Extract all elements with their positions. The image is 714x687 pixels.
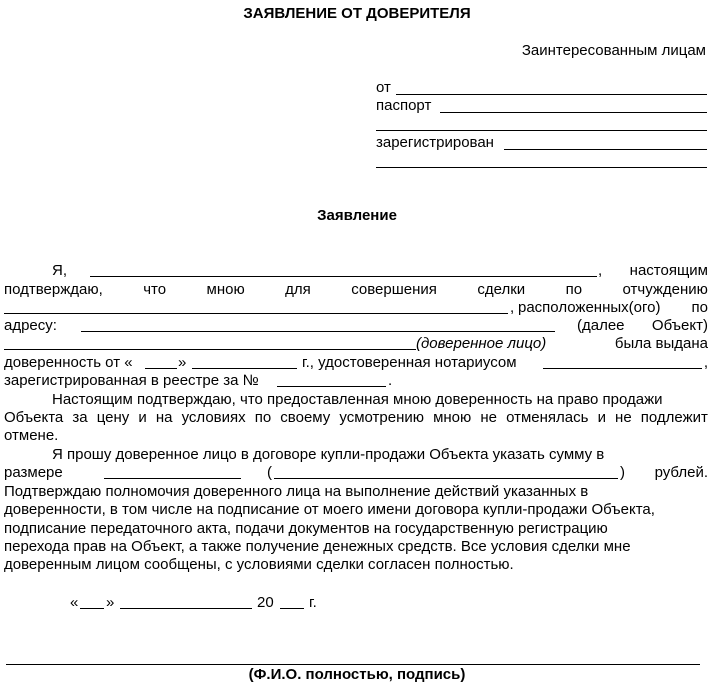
address-label: адресу: bbox=[4, 317, 57, 334]
date-day-line bbox=[80, 608, 104, 609]
notary-field-line bbox=[543, 368, 702, 369]
addressee: Заинтересованным лицам bbox=[521, 42, 706, 59]
word: что bbox=[143, 281, 167, 298]
p1-period: . bbox=[388, 372, 393, 389]
p1-comma: , bbox=[598, 262, 603, 279]
word: не bbox=[615, 409, 632, 426]
word: за bbox=[72, 409, 88, 426]
paren-close: ) bbox=[620, 464, 625, 481]
poa-day-line bbox=[145, 368, 177, 369]
document-title: ЗАЯВЛЕНИЕ ОТ ДОВЕРИТЕЛЯ bbox=[243, 5, 471, 22]
word: на bbox=[155, 409, 173, 426]
p1-was-issued: была выдана bbox=[614, 335, 708, 352]
registered-field-line bbox=[504, 149, 707, 150]
p2-line-2 bbox=[4, 409, 708, 427]
p3-line-6: перехода прав на Объект, а также получение денежных средств. Все условия сделки мне bbox=[4, 538, 631, 555]
p3-line-2 bbox=[4, 464, 708, 482]
paren-open: ( bbox=[267, 464, 272, 481]
name-field-line bbox=[90, 276, 597, 277]
p2-line-1: Настоящим подтверждаю, что предоставленная мною доверенность на право продажи bbox=[52, 391, 663, 408]
passport-label: паспорт bbox=[376, 97, 432, 114]
poa-month-line bbox=[192, 368, 297, 369]
p1-line-2 bbox=[4, 281, 708, 299]
word: и bbox=[138, 409, 147, 426]
word: подлежит bbox=[640, 409, 708, 426]
word: отчуждению bbox=[622, 281, 708, 298]
registry-number-line bbox=[277, 386, 386, 387]
word: отменялась bbox=[506, 409, 589, 426]
word: сделки bbox=[477, 281, 526, 298]
word: своему bbox=[280, 409, 331, 426]
word: усмотрению bbox=[339, 409, 424, 426]
p1-line-4 bbox=[4, 317, 708, 335]
word: и bbox=[597, 409, 606, 426]
object-field-line bbox=[4, 313, 508, 314]
rubles-label: рублей. bbox=[654, 464, 708, 481]
word: для bbox=[285, 281, 311, 298]
p1-comma-3: , bbox=[703, 354, 708, 371]
statement-heading: Заявление bbox=[317, 207, 397, 224]
date-year-suffix: г. bbox=[309, 594, 317, 611]
p1-line-6 bbox=[4, 354, 708, 372]
word: Объекта bbox=[4, 409, 64, 426]
word: условиях bbox=[181, 409, 246, 426]
word: по bbox=[254, 409, 272, 426]
date-quote-close: » bbox=[106, 594, 115, 611]
date-year-line bbox=[280, 608, 304, 609]
registered-label: зарегистрирован bbox=[376, 134, 494, 151]
word: совершения bbox=[351, 281, 437, 298]
p1-line-3 bbox=[4, 299, 708, 317]
p3-line-3: Подтверждаю полномочия доверенного лица на выполнение действий указанных в bbox=[4, 483, 589, 500]
passport-field-line bbox=[440, 112, 707, 113]
signature-caption: (Ф.И.О. полностью, подпись) bbox=[248, 666, 466, 683]
word: подтверждаю, bbox=[4, 281, 103, 298]
amount-label: размере bbox=[4, 464, 63, 481]
date-year-prefix: 20 bbox=[257, 594, 274, 611]
p1-at: по bbox=[691, 299, 708, 316]
amount-digits-line bbox=[104, 478, 241, 479]
p1-line-7 bbox=[4, 372, 708, 390]
registry-label: зарегистрированная в реестре за № bbox=[4, 372, 259, 389]
word: цену bbox=[96, 409, 130, 426]
word: мною bbox=[206, 281, 245, 298]
p3-line-5: подписание передаточного акта, подачи документов на государственную регистрацию bbox=[4, 520, 608, 537]
passport-extra-line bbox=[376, 130, 707, 131]
p2-line-3: отмене. bbox=[4, 427, 59, 444]
date-line bbox=[0, 594, 714, 612]
poa-from: доверенность от « bbox=[4, 354, 133, 371]
p1-i-word: Я, bbox=[52, 262, 67, 279]
p1-comma-2: , bbox=[510, 299, 515, 316]
p1-located: расположенных(ого) bbox=[518, 299, 661, 316]
word: мною bbox=[433, 409, 472, 426]
trustee-field-line bbox=[4, 349, 416, 350]
p1-hereby: настоящим bbox=[629, 262, 708, 279]
signature-line bbox=[6, 664, 700, 665]
word: не bbox=[480, 409, 498, 426]
registered-extra-line bbox=[376, 167, 707, 168]
p3-line-7: доверенным лицом сообщены, с условиями сделки согласен полностью. bbox=[4, 556, 514, 573]
p3-line-1: Я прошу доверенное лицо в договоре купли-продажи Объекта указать сумму в bbox=[52, 446, 605, 463]
from-field-line bbox=[396, 94, 707, 95]
poa-notarized: г., удостоверенная нотариусом bbox=[302, 354, 517, 371]
p1-object: Объект) bbox=[651, 317, 708, 334]
trustee-caption: (доверенное лицо) bbox=[416, 335, 547, 352]
date-quote-open: « bbox=[70, 594, 79, 611]
p1-hereinafter: (далее bbox=[577, 317, 625, 334]
p3-line-4: доверенности, в том числе на подписание от моего имени договора купли-продажи Объекта, bbox=[4, 501, 655, 518]
address-field-line bbox=[81, 331, 555, 332]
poa-quote-close: » bbox=[178, 354, 187, 371]
amount-words-line bbox=[274, 478, 618, 479]
from-label: от bbox=[376, 79, 391, 96]
word: по bbox=[565, 281, 583, 298]
p1-line-1 bbox=[4, 262, 708, 280]
date-month-line bbox=[120, 608, 252, 609]
p1-line-5 bbox=[4, 335, 708, 353]
